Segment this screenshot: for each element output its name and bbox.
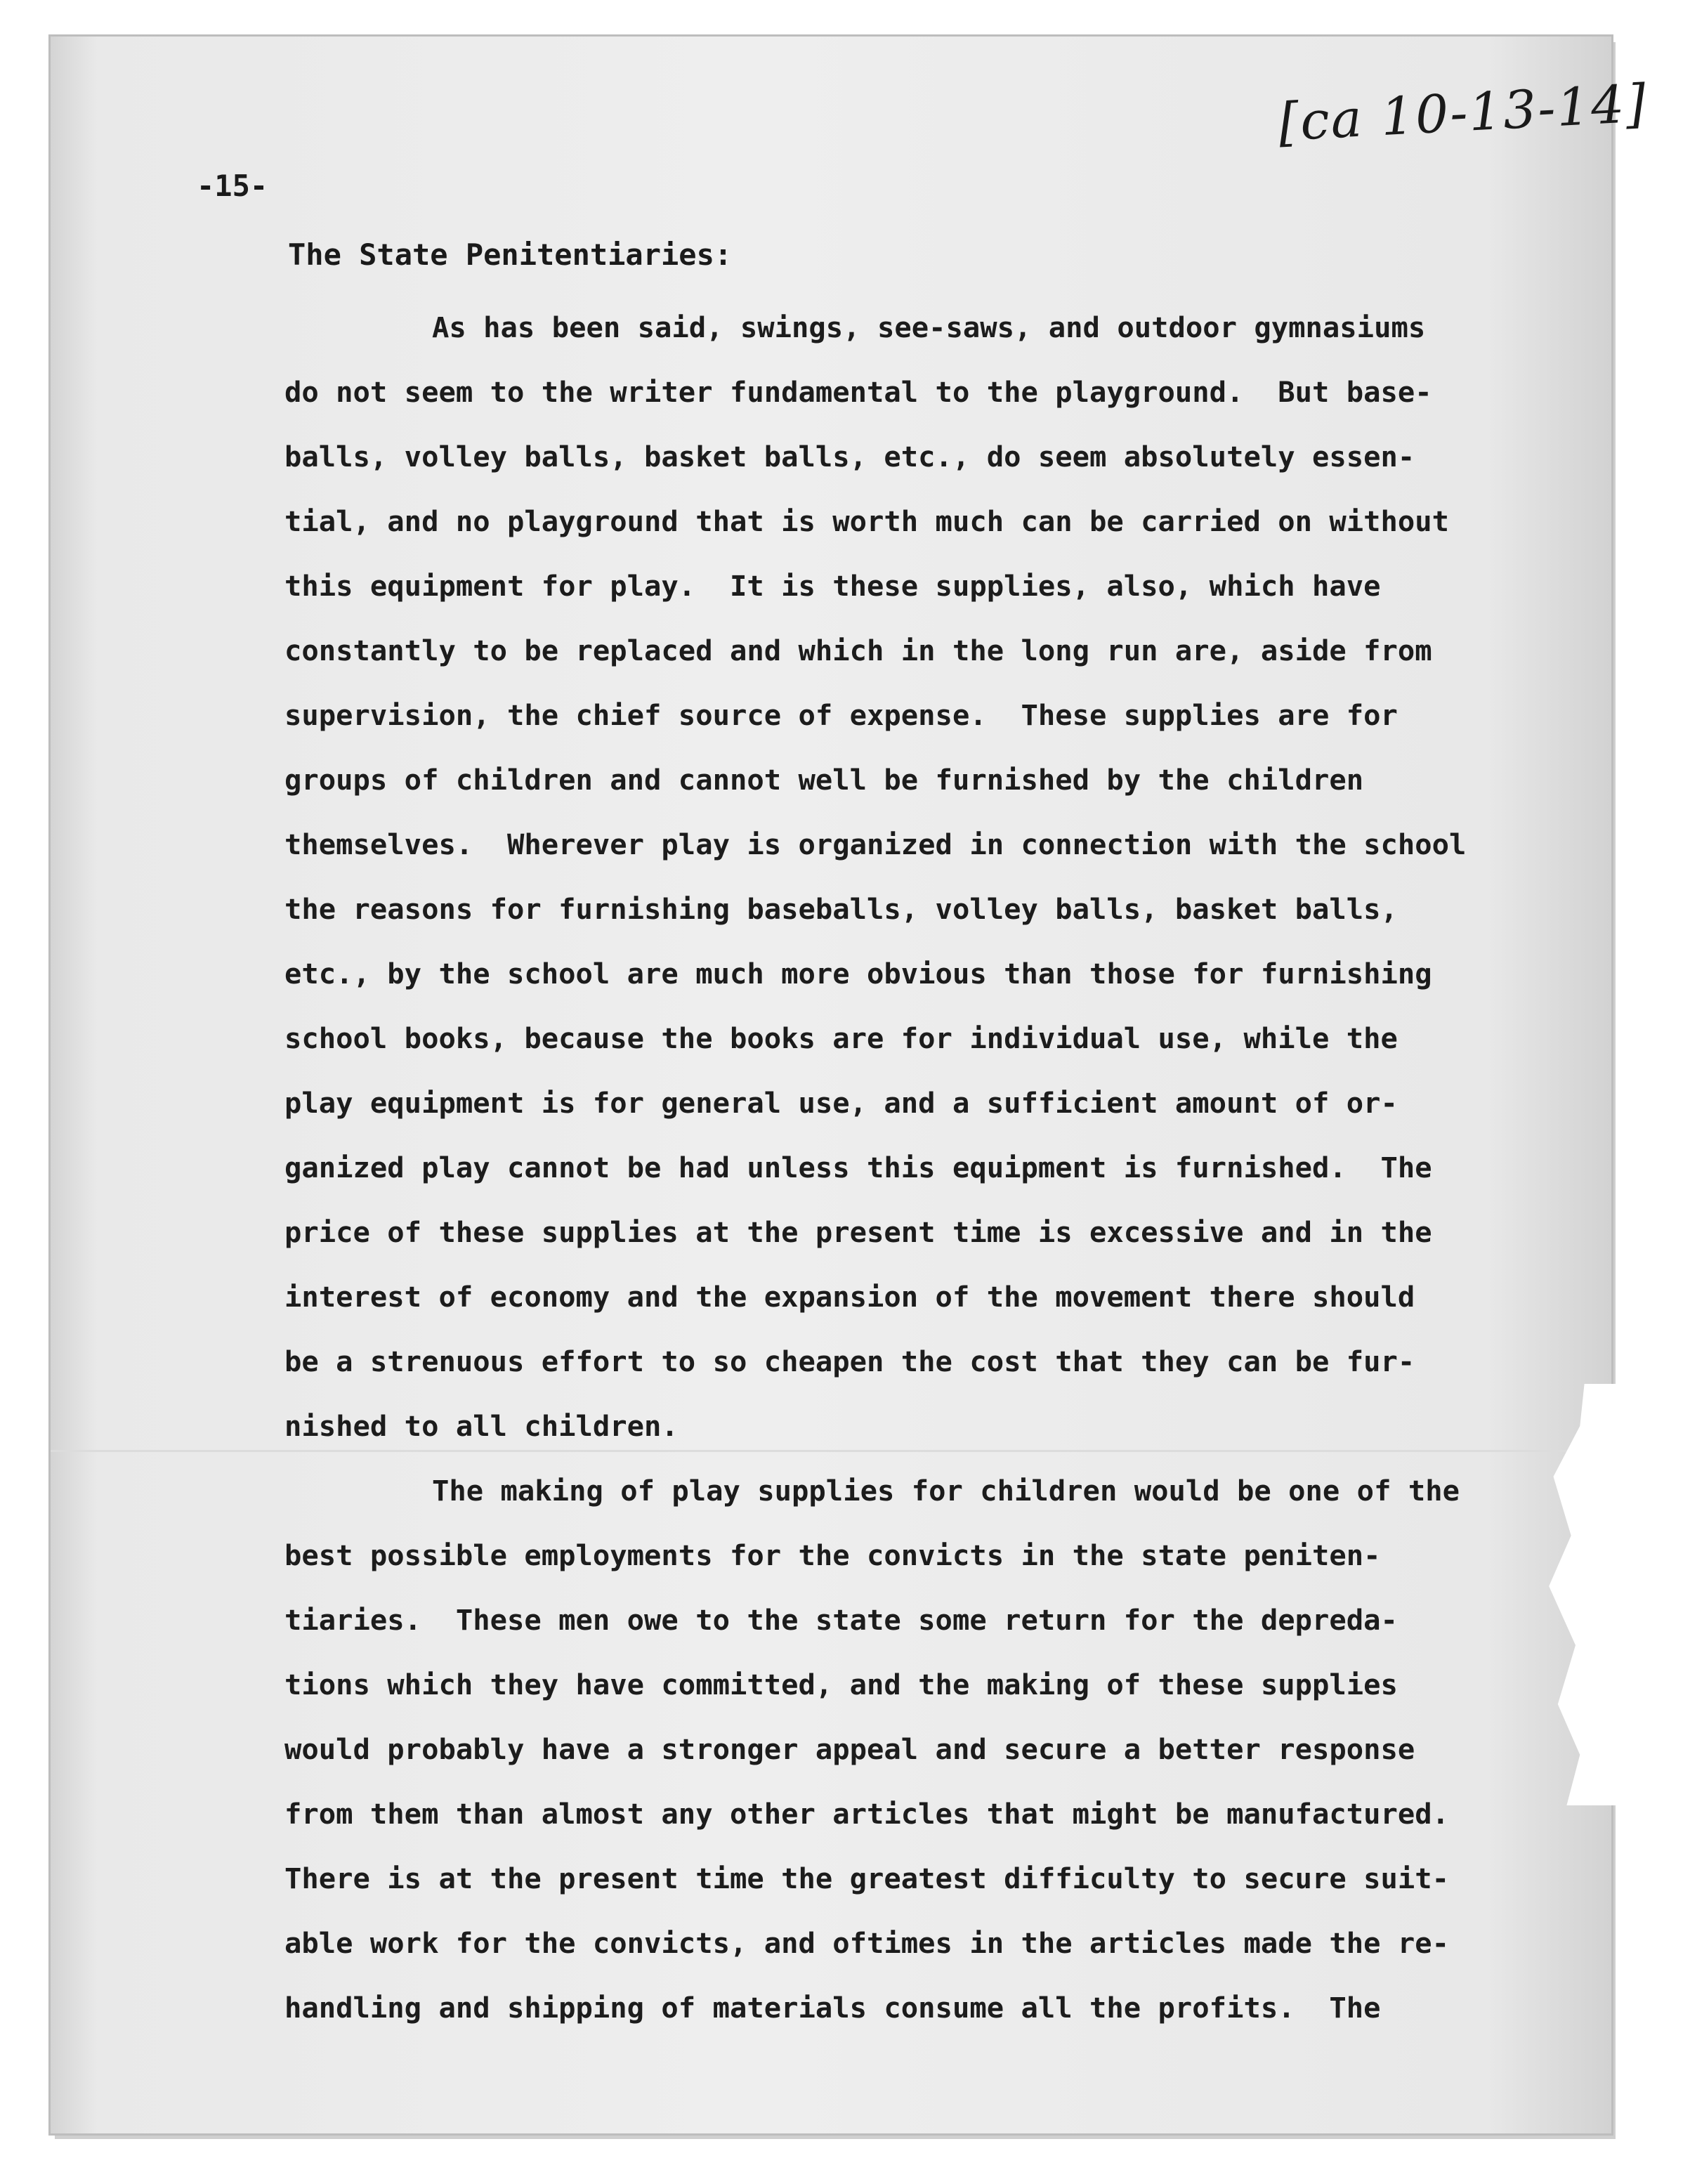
text-line: be a strenuous effort to so cheapen the cost that they can be fur- (284, 1345, 1415, 1378)
handwritten-date-annotation: [ca 10-13-14] (1277, 73, 1649, 153)
text-line: handling and shipping of materials consume all the profits. The (284, 1991, 1381, 2025)
text-line: school books, because the books are for individual use, while the (284, 1021, 1398, 1055)
text-line: from them than almost any other articles that might be manufactured. (284, 1797, 1450, 1831)
text-line: The making of play supplies for children would be one of the (432, 1474, 1460, 1508)
body-text (284, 295, 1563, 2040)
page-number: -15- (197, 169, 268, 203)
text-line: tiaries. These men owe to the state some return for the depreda- (284, 1603, 1398, 1637)
text-line: able work for the convicts, and oftimes in the articles made the re- (284, 1926, 1450, 1960)
text-line: do not seem to the writer fundamental to the playground. But base- (284, 375, 1432, 409)
text-line: constantly to be replaced and which in the long run are, aside from (284, 634, 1432, 667)
text-line: this equipment for play. It is these supplies, also, which have (284, 569, 1381, 603)
paragraph-1 (284, 295, 1563, 1458)
text-line: balls, volley balls, basket balls, etc., do seem absolutely essen- (284, 440, 1415, 473)
text-line: tial, and no playground that is worth much can be carried on without (284, 504, 1450, 538)
text-line: price of these supplies at the present time is excessive and in the (284, 1215, 1432, 1249)
text-line: the reasons for furnishing baseballs, volley balls, basket balls, (284, 892, 1398, 926)
text-line: etc., by the school are much more obvious than those for furnishing (284, 957, 1432, 990)
text-line: would probably have a stronger appeal and secure a better response (284, 1732, 1415, 1766)
text-line: tions which they have committed, and the making of these supplies (284, 1668, 1398, 1701)
text-line: themselves. Wherever play is organized in connection with the school (284, 828, 1467, 861)
text-line: groups of children and cannot well be furnished by the children (284, 763, 1364, 797)
text-line: interest of economy and the expansion of the movement there should (284, 1280, 1415, 1314)
text-line: play equipment is for general use, and a sufficient amount of or- (284, 1086, 1398, 1120)
text-line: As has been said, swings, see-saws, and outdoor gymnasiums (432, 310, 1426, 344)
text-line: There is at the present time the greatest difficulty to secure suit- (284, 1862, 1450, 1895)
text-line: supervision, the chief source of expense. These supplies are for (284, 698, 1398, 732)
paragraph-2 (284, 1458, 1563, 2040)
text-line: best possible employments for the convicts in the state peniten- (284, 1538, 1381, 1572)
text-line: nished to all children. (284, 1409, 679, 1443)
section-heading: The State Penitentiaries: (288, 237, 733, 272)
text-line: ganized play cannot be had unless this equipment is furnished. The (284, 1151, 1432, 1184)
